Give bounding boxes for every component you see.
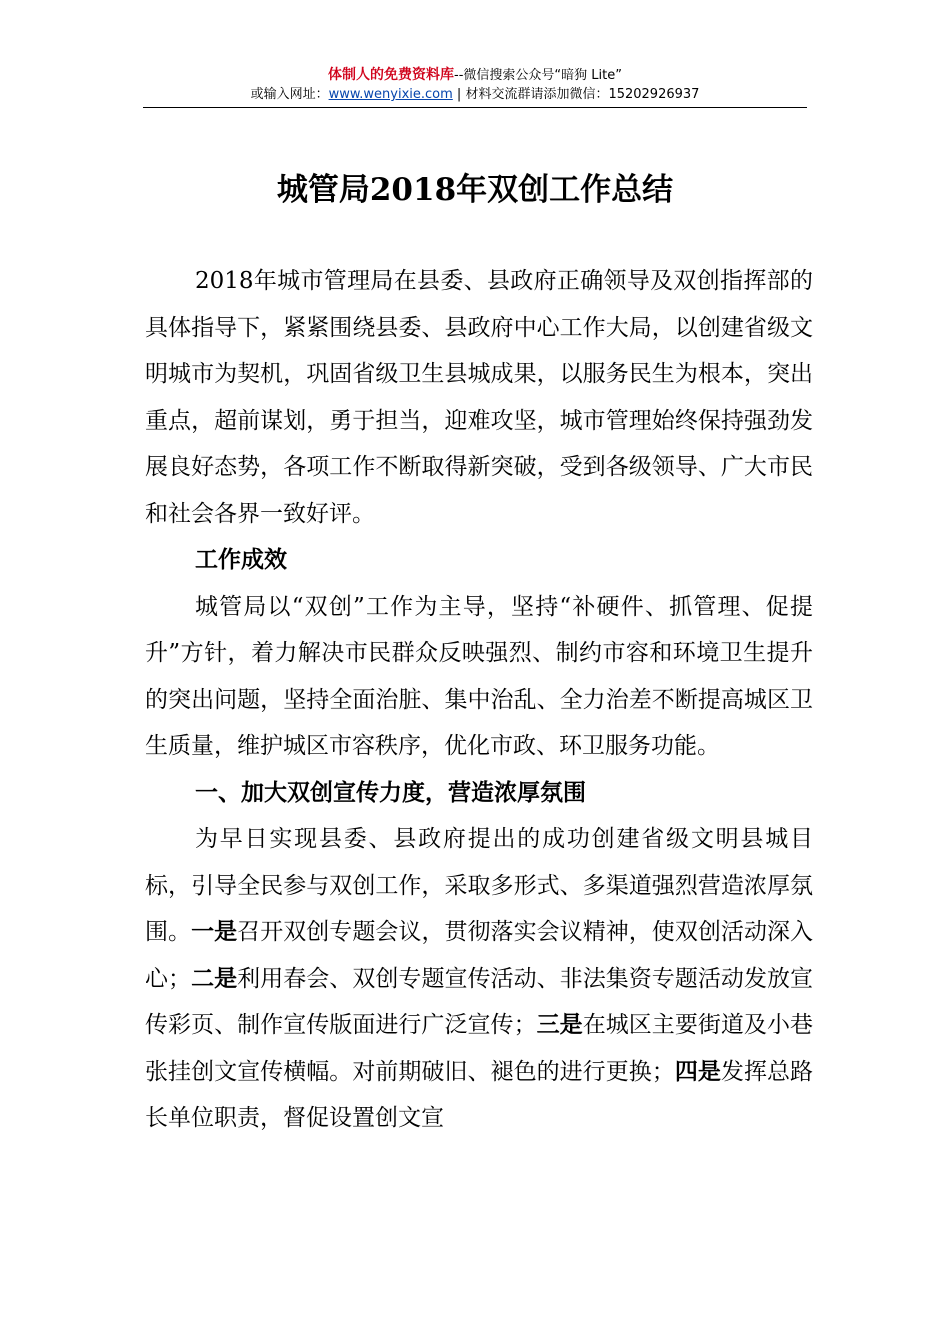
header-url-link[interactable]: www.wenyixie.com: [328, 87, 453, 102]
header-url-prefix: 或输入网址：: [250, 87, 329, 102]
item-1-label: 一是: [191, 919, 238, 945]
document-body: [145, 258, 813, 1142]
header-tagline: --微信搜索公众号“暗狗 Lite”: [454, 68, 622, 83]
item-3-text: 在城区主要街道及小巷张挂创文宣传横幅。对前期破旧、褪色的进行更换；: [145, 1012, 814, 1085]
header-line-2: [0, 85, 950, 104]
results-paragraph: 城管局以“双创”工作为主导，坚持“补硬件、抓管理、促提升”方针，着力解决市民群众反映强烈、制约市容和环境卫生提升的突出问题，坚持全面治脏、集中治乱、全力治差不断提高城区卫生质量，维护城区市容秩序，优化市政、环卫服务功能。: [145, 593, 813, 759]
section-one-lead: 为早日实现县委、县政府提出的成功创建省级文明县城目标，引导全民参与双创工作，采取多形式、多渠道强烈营造浓厚氛围。: [145, 826, 813, 945]
item-1-text: 召开双创专题会议，贯彻落实会议精神，使双创活动深入心；: [145, 919, 814, 992]
header-brand: 体制人的免费资料库: [328, 67, 455, 83]
section-one-paragraph: [145, 816, 813, 1142]
section-heading-one: 一、加大双创宣传力度，营造浓厚氛围: [195, 779, 586, 806]
item-2-text: 利用春会、双创专题宣传活动、非法集资专题活动发放宣传彩页、制作宣传版面进行广泛宣传；: [145, 965, 814, 1038]
intro-paragraph: 2018年城市管理局在县委、县政府正确领导及双创指挥部的具体指导下，紧紧围绕县委、县政府中心工作大局，以创建省级文明城市为契机，巩固省级卫生县城成果，以服务民生为根本，突出重点，超前谋划，勇于担当，迎难攻坚，城市管理始终保持强劲发展良好态势，各项工作不断取得新突破，受到各级领导、广大市民和社会各界一致好评。: [145, 268, 813, 527]
section-heading-results: 工作成效: [195, 547, 287, 573]
page-header: [0, 66, 950, 104]
document-title: 城管局2018年双创工作总结: [276, 172, 674, 208]
item-4-text: 发挥总路长单位职责，督促设置创文宣: [145, 1058, 814, 1131]
header-divider: [143, 107, 807, 108]
item-2-label: 二是: [191, 965, 238, 992]
header-contact: | 材料交流群请添加微信：15202926937: [452, 87, 700, 102]
header-line-1: [0, 66, 950, 85]
item-4-label: 四是: [674, 1058, 721, 1085]
item-3-label: 三是: [536, 1012, 583, 1038]
